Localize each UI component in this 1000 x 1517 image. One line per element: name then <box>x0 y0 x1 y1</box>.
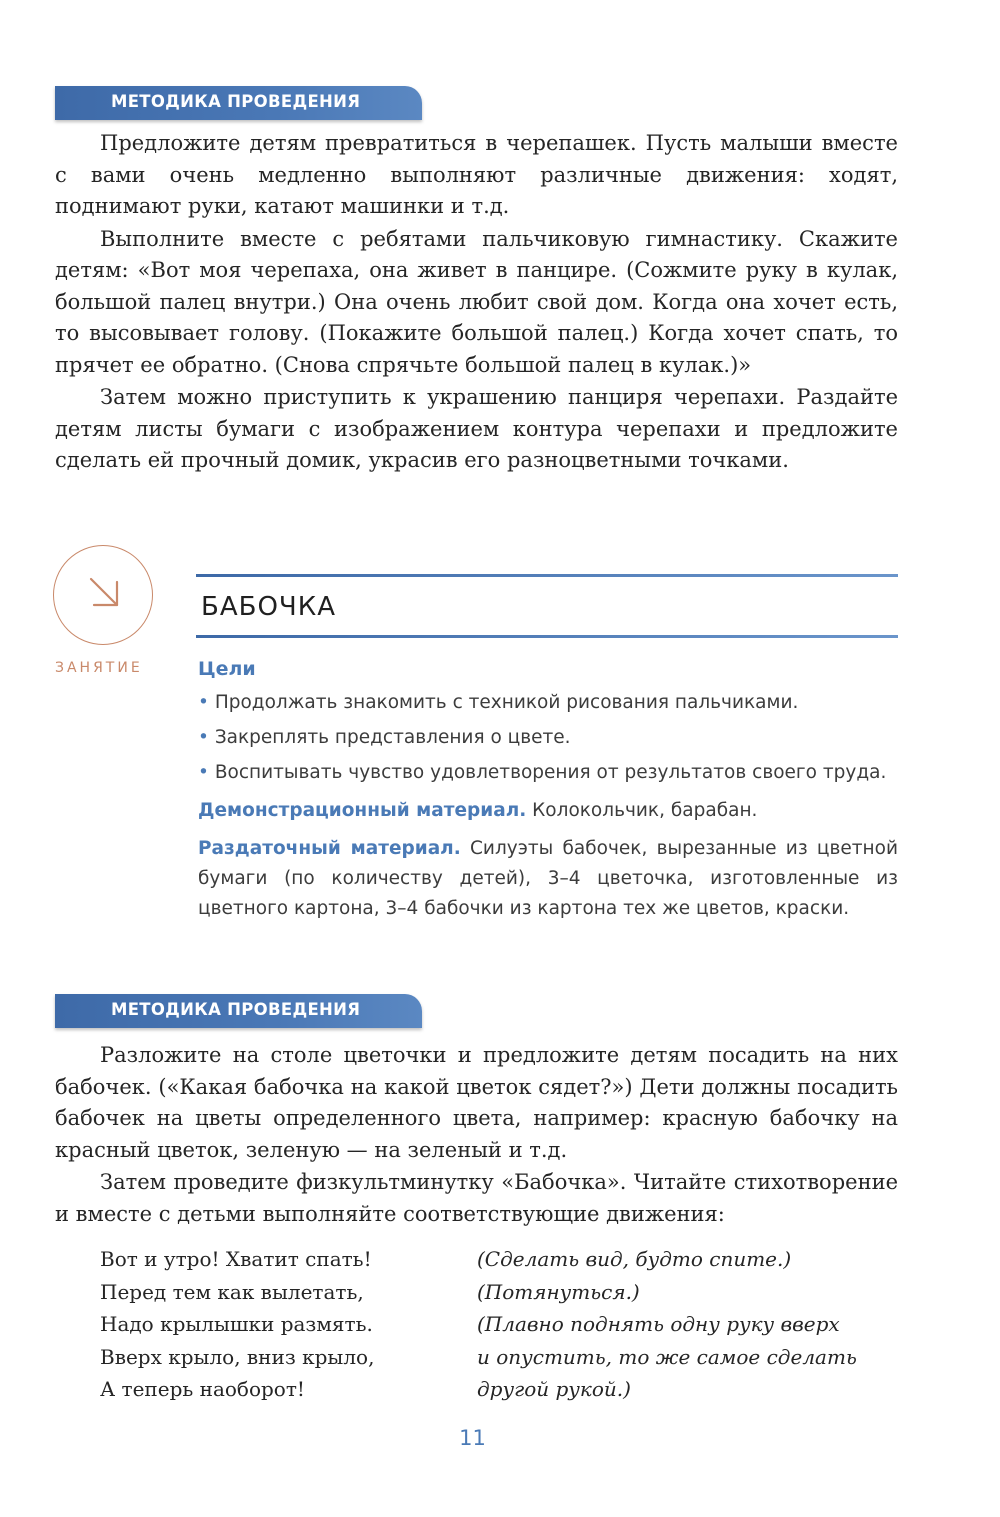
handout-materials-label: Раздаточный материал. <box>198 838 461 859</box>
list-item: • Продолжать знакомить с техникой рисования пальчиками. <box>198 692 799 713</box>
poem-line: А теперь наоборот! <box>100 1377 305 1401</box>
title-rule-bottom <box>196 635 898 638</box>
lesson-label: ЗАНЯТИЕ <box>55 660 143 676</box>
poem-action: (Потянуться.) <box>477 1279 640 1304</box>
paragraph: Выполните вместе с ребятами пальчиковую гимнастику. Скажите детям: «Вот моя черепаха, она живет в панцире. (Сожмите руку в кулак, большой палец внутри.) Она очень любит свой дом. Когда она хочет есть, то высовывает голову. (Покажите большой палец.) Когда хочет спать, то прячет ее обратно. (Снова спрячьте большой палец в кулак.)» <box>55 226 898 377</box>
demo-materials-text: Колокольчик, барабан. <box>526 800 758 821</box>
handout-materials <box>198 834 898 924</box>
arrow-down-right-icon <box>53 545 153 645</box>
top-text-block <box>55 128 898 478</box>
bullet-icon: • <box>198 762 209 783</box>
list-item: • Воспитывать чувство удовлетворения от результатов своего труда. <box>198 762 887 783</box>
paragraph: Затем проведите физкультминутку «Бабочка». Читайте стихотворение и вместе с детьми выполняйте соответствующие движения: <box>55 1170 898 1226</box>
poem-lines <box>100 1243 460 1406</box>
section-banner-label: МЕТОДИКА ПРОВЕДЕНИЯ <box>111 92 361 111</box>
page-number: 11 <box>459 1426 486 1450</box>
bullet-icon: • <box>198 692 209 713</box>
poem-line: Надо крылышки размять. <box>100 1312 373 1336</box>
paragraph: Затем можно приступить к украшению панциря черепахи. Раздайте детям листы бумаги с изображением контура черепахи и предложите сделать ей прочный домик, украсив его разноцветными точками. <box>55 385 898 472</box>
poem-action: и опустить, то же самое сделать <box>477 1344 857 1369</box>
lesson-details <box>198 654 898 924</box>
demo-materials-label: Демонстрационный материал. <box>198 800 527 821</box>
section-banner-label: МЕТОДИКА ПРОВЕДЕНИЯ <box>111 1000 361 1019</box>
poem-actions <box>477 1243 897 1406</box>
lesson-badge <box>53 545 153 645</box>
poem-action: (Плавно поднять одну руку вверх <box>477 1312 840 1336</box>
bottom-text-block <box>55 1040 898 1231</box>
section-banner-methodology-2 <box>55 994 422 1028</box>
poem-line: Вверх крыло, вниз крыло, <box>100 1344 375 1369</box>
paragraph: Предложите детям превратиться в черепашек. Пусть малыши вместе с вами очень медленно выполняют различные движения: ходят, поднимают руки, катают машинки и т.д. <box>55 131 898 218</box>
goals-heading: Цели <box>198 658 256 680</box>
handout-materials-text: Силуэты бабочек, вырезанные из цветной бумаги (по количеству детей), 3–4 цветочка, изготовленные из цветного картона, 3–4 бабочки из картона тех же цветов, краски. <box>198 838 898 919</box>
bullet-icon: • <box>198 727 209 748</box>
section-banner-methodology <box>55 86 422 120</box>
demo-materials <box>198 796 898 826</box>
poem-action: другой рукой.) <box>477 1377 631 1401</box>
paragraph: Разложите на столе цветочки и предложите детям посадить на них бабочек. («Какая бабочка на какой цветок сядет?») Дети должны посадить бабочек на цветы определенного цвета, например: красную бабочку на красный цветок, зеленую — на зеленый и т.д. <box>55 1043 898 1162</box>
poem-action: (Сделать вид, будто спите.) <box>477 1247 792 1271</box>
poem-line: Вот и утро! Хватит спать! <box>100 1247 372 1271</box>
title-rule-top <box>196 574 898 577</box>
poem-line: Перед тем как вылетать, <box>100 1279 364 1304</box>
lesson-title: БАБОЧКА <box>201 592 336 622</box>
list-item: • Закреплять представления о цвете. <box>198 727 571 748</box>
